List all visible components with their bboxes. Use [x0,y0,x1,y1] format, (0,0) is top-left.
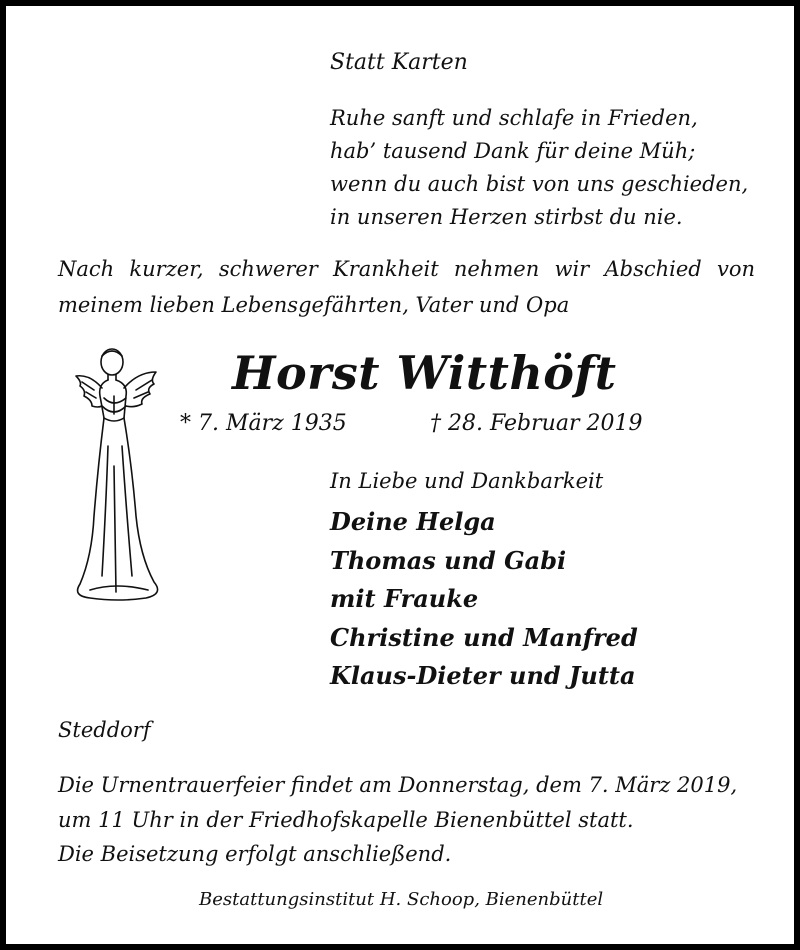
angel-icon [68,346,168,606]
family-member: Thomas und Gabi [330,545,567,575]
family-list [330,503,638,696]
service-line: um 11 Uhr in der Friedhofskapelle Bienenbüttel statt. [58,807,634,832]
family-member: Deine Helga [330,507,496,536]
death-date: † 28. Februar 2019 [430,411,643,436]
family-member: Klaus-Dieter und Jutta [330,661,636,690]
service-info [58,768,737,872]
service-line: Die Beisetzung erfolgt anschließend. [58,842,452,866]
deceased-name: Horst Witthöft [232,346,617,400]
intro-line: meinem lieben Lebensgefährten, Vater und Opa [58,293,570,317]
headline: Statt Karten [330,50,468,75]
birth-date: * 7. März 1935 [180,411,347,436]
verse-line: hab’ tausend Dank für deine Müh; [330,139,696,163]
intro-line: Nach kurzer, schwerer Krankheit nehmen wir Abschied von [58,257,755,281]
family-member: mit Frauke [330,584,479,613]
undertaker: Bestattungsinstitut H. Schoop, Bienenbüttel [199,889,604,910]
town: Steddorf [58,718,151,742]
verse-line: wenn du auch bist von uns geschieden, [330,172,749,196]
verse-line: in unseren Herzen stirbst du nie. [330,205,683,229]
family-member: Christine und Manfred [330,622,638,652]
verse [330,102,748,234]
verse-line: Ruhe sanft und schlafe in Frieden, [330,106,698,130]
intro-text [58,251,755,323]
sign-off-intro: In Liebe und Dankbarkeit [330,469,604,493]
service-line: Die Urnentrauerfeier findet am Donnerstag, dem 7. März 2019, [58,773,738,797]
